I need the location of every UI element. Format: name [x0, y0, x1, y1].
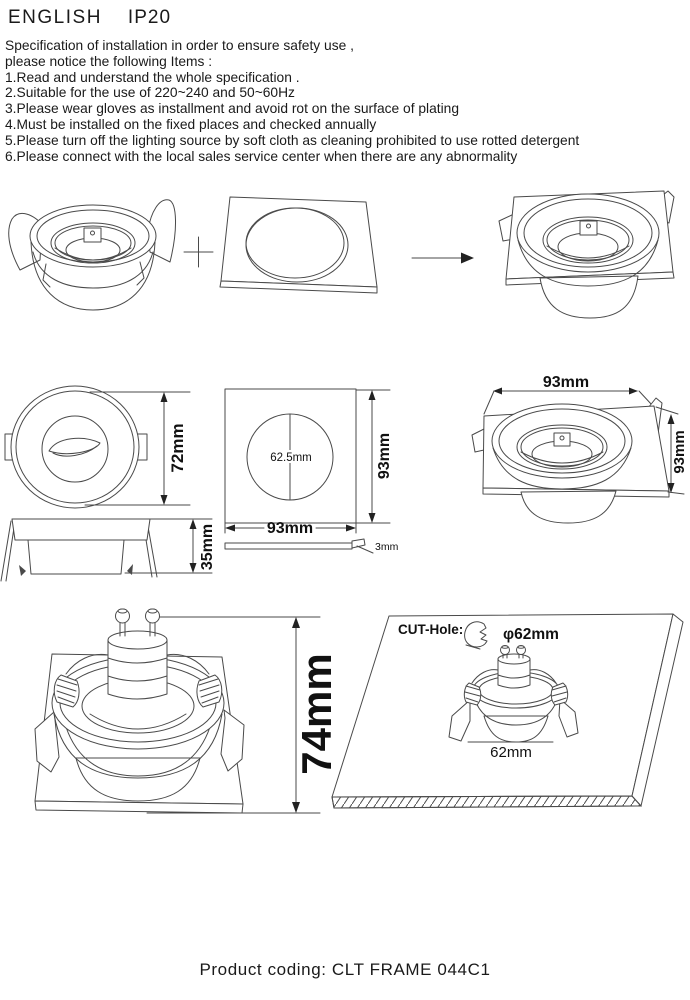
ip-rating-label: IP20 [127, 7, 172, 28]
figure-square-plate-isometric [220, 197, 377, 293]
spec-text-block [5, 38, 685, 164]
spec-item-5: 5.Please turn off the lighting source by soft cloth as cleaning prohibited to use rotted detergent [5, 132, 580, 148]
plate-height-label: 93mm [376, 432, 393, 480]
overall-height-label: 74mm [293, 653, 340, 775]
spec-intro-line-1: Specification of installation in order to ensure safety use , [5, 38, 354, 53]
spec-item-3: 3.Please wear gloves as installment and avoid rot on the surface of plating [5, 101, 460, 117]
figure-frame-side-view [1, 519, 216, 581]
plus-sign [184, 237, 213, 267]
figure-plate-top-view [225, 389, 393, 537]
hole-diameter-label: 62.5mm [270, 452, 312, 464]
figure-assembled-isometric [499, 191, 674, 318]
cut-hole-label: CUT-Hole: [398, 622, 464, 637]
assembled-width-label: 93mm [542, 374, 590, 391]
header [8, 7, 171, 29]
figure-fixture-with-lamp-base [35, 609, 340, 813]
assembly-arrow [412, 253, 474, 264]
spec-item-1: 1.Read and understand the whole specification . [5, 69, 300, 85]
figure-ceiling-panel-cutout [332, 614, 683, 808]
product-coding: Product coding: CLT FRAME 044C1 [199, 960, 491, 979]
plate-width-label: 93mm [266, 520, 314, 537]
cut-hole-diameter-label: φ62mm [503, 626, 559, 643]
plate-thickness-label: 3mm [375, 541, 399, 553]
spec-item-2: 2.Suitable for the use of 220~240 and 50~60Hz [5, 85, 295, 101]
technical-drawings [0, 185, 690, 850]
figure-assembled-dimensioned [472, 374, 688, 523]
spec-intro-line-2: please notice the following Items : [5, 53, 213, 69]
spec-item-6: 6.Please connect with the local sales service center when there are any abnormality [5, 148, 518, 164]
spec-item-4: 4.Must be installed on the fixed places and checked annually [5, 116, 377, 132]
figure-round-frame-isometric [9, 200, 176, 310]
figure-frame-top-view [5, 386, 190, 508]
frame-height-label: 72mm [168, 423, 187, 473]
language-label: ENGLISH [8, 7, 102, 28]
assembled-depth-label: 93mm [671, 430, 688, 474]
cut-hole-width-label: 62mm [490, 744, 532, 761]
recess-depth-label: 35mm [199, 523, 216, 571]
figure-plate-side-view [225, 539, 399, 553]
